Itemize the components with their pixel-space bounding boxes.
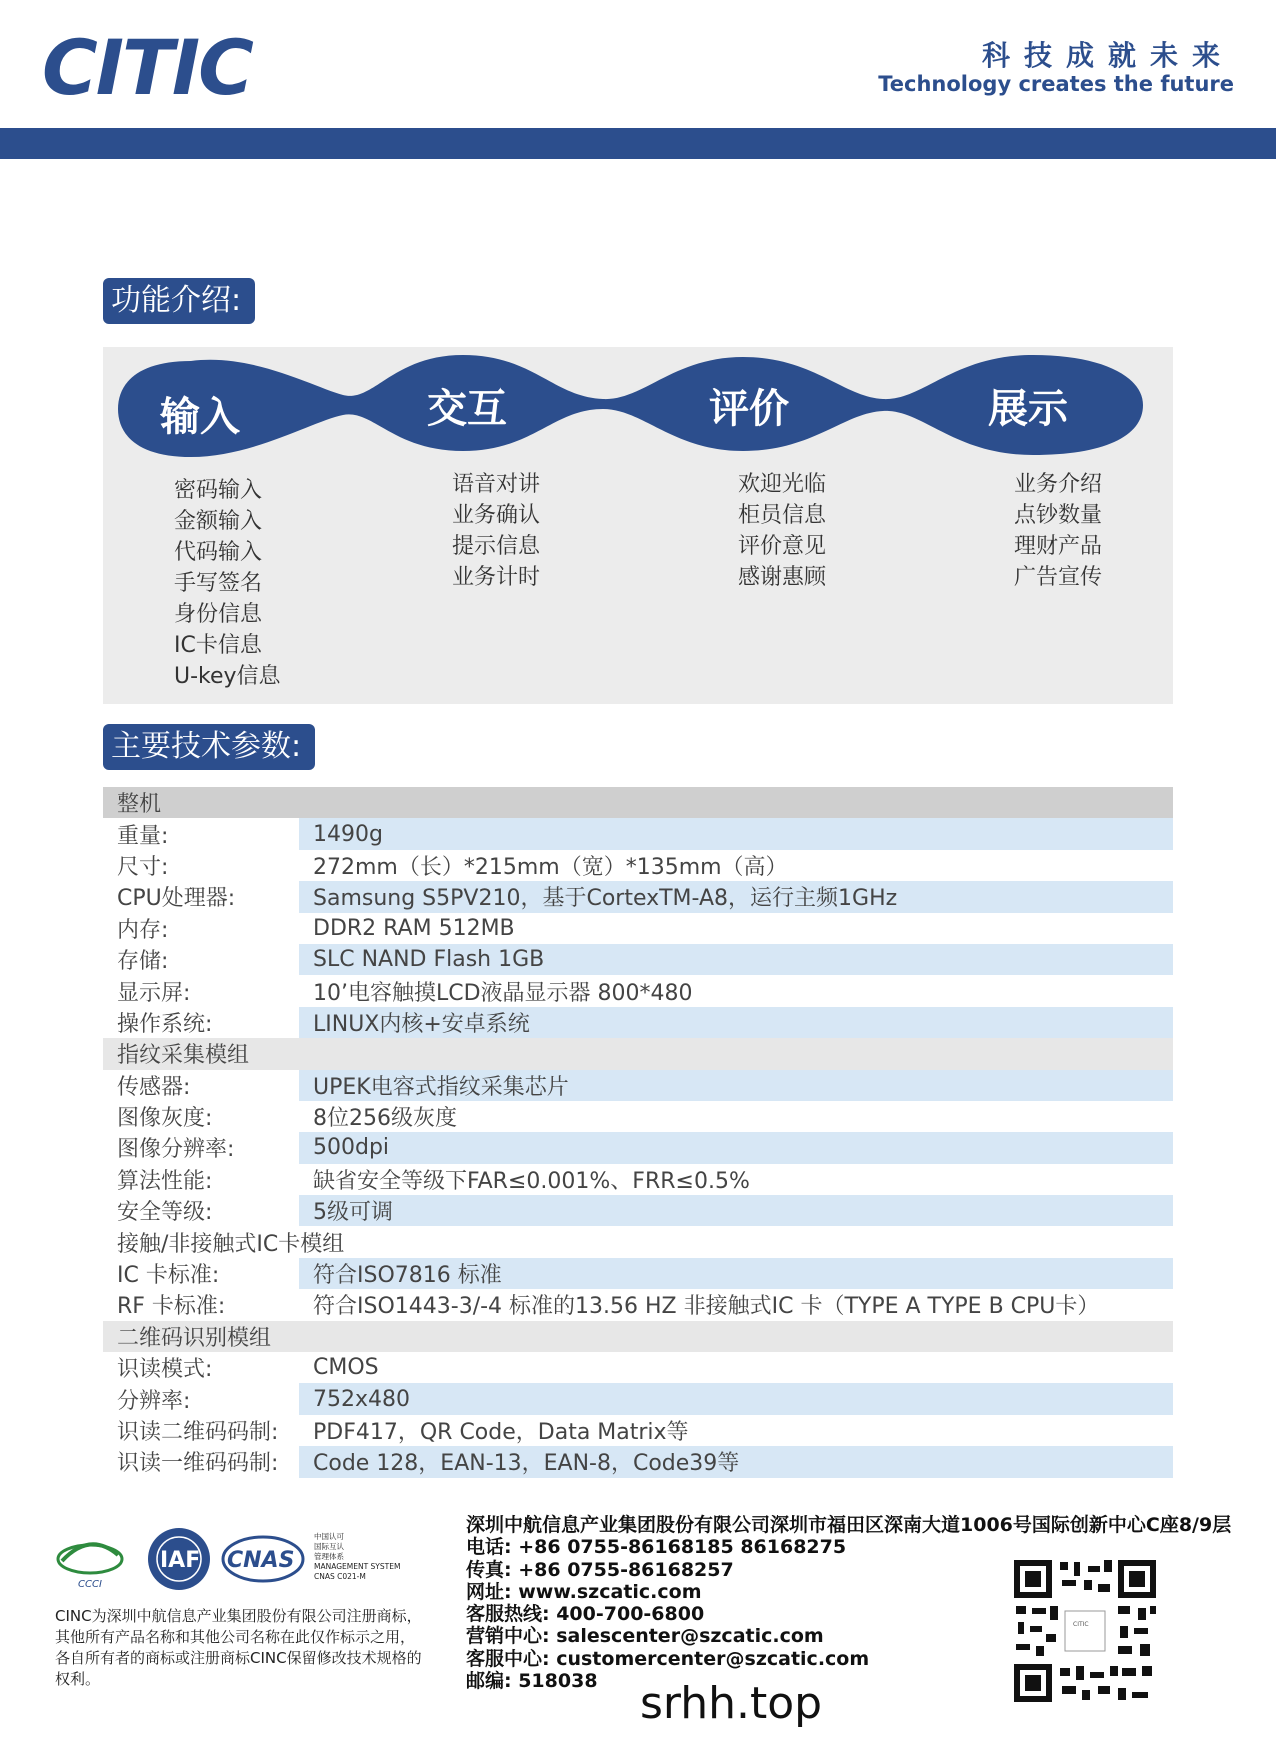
spec-key: 显示屏: xyxy=(117,980,191,1006)
spec-key: RF 卡标准: xyxy=(117,1294,226,1320)
spec-row xyxy=(103,1383,1173,1414)
svg-text:管理体系: 管理体系 xyxy=(314,1552,344,1561)
cnas-mark-text xyxy=(314,1531,400,1581)
feature-list-input xyxy=(174,475,281,692)
spec-row xyxy=(103,1164,1173,1195)
feature-item: 柜员信息 xyxy=(738,503,827,528)
fax: 传真: +86 0755-86168257 xyxy=(466,1558,734,1581)
spec-value: 500dpi xyxy=(299,1132,1173,1163)
feature-item: 感谢惠顾 xyxy=(738,565,827,590)
feature-item: 点钞数量 xyxy=(1014,503,1103,528)
spec-row xyxy=(103,1195,1173,1226)
header-band xyxy=(0,128,1276,159)
spec-row xyxy=(103,1101,1173,1132)
spec-value: 272mm（长）*215mm（宽）*135mm（高） xyxy=(313,854,788,880)
spec-value: 符合ISO7816 标准 xyxy=(299,1258,1173,1289)
slogan-chinese: 科技成就未来 xyxy=(981,39,1234,72)
category-title-display: 展示 xyxy=(988,386,1068,432)
spec-key: 图像分辨率: xyxy=(117,1137,235,1163)
spec-value: 752x480 xyxy=(299,1383,1173,1414)
phone: 电话: +86 0755-86168185 86168275 xyxy=(466,1536,847,1559)
spec-row xyxy=(103,944,1173,975)
feature-item: 评价意见 xyxy=(738,534,827,559)
svg-text:CITIC: CITIC xyxy=(1073,1621,1089,1628)
feature-item: 金额输入 xyxy=(174,509,263,534)
feature-item: 手写签名 xyxy=(174,571,263,596)
feature-item: 业务确认 xyxy=(452,503,541,528)
features-panel xyxy=(103,347,1173,704)
spec-key: 识读一维码码制: xyxy=(117,1451,279,1477)
spec-row xyxy=(103,818,1173,849)
svg-text:CCCI: CCCI xyxy=(78,1579,102,1590)
svg-text:IAF: IAF xyxy=(160,1548,201,1573)
feature-item: 语音对讲 xyxy=(452,472,541,497)
specs-heading: 主要技术参数: xyxy=(103,724,315,770)
spec-row xyxy=(103,1446,1173,1477)
spec-row xyxy=(103,913,1173,944)
spec-value: 10’电容触摸LCD液晶显示器 800*480 xyxy=(313,980,693,1006)
spec-row xyxy=(103,1132,1173,1163)
category-title-evaluation: 评价 xyxy=(709,386,789,432)
spec-row xyxy=(103,1070,1173,1101)
spec-value: Code 128，EAN-13，EAN-8，Code39等 xyxy=(299,1446,1173,1477)
feature-list-interaction xyxy=(452,469,540,593)
spec-key: 算法性能: xyxy=(117,1168,213,1194)
spec-row xyxy=(103,975,1173,1006)
spec-value: 8位256级灰度 xyxy=(313,1106,457,1132)
spec-value: UPEK电容式指纹采集芯片 xyxy=(299,1070,1173,1101)
slogan-english: Technology creates the future xyxy=(878,72,1234,96)
spec-key: 识读模式: xyxy=(117,1357,213,1383)
spec-row xyxy=(103,1352,1173,1383)
spec-key: 内存: xyxy=(117,917,169,943)
spec-row xyxy=(103,881,1173,912)
spec-key: 尺寸: xyxy=(117,854,169,880)
feature-item: 广告宣传 xyxy=(1014,565,1103,590)
spec-value: 缺省安全等级下FAR≤0.001%、FRR≤0.5% xyxy=(313,1168,750,1194)
feature-item: U-key信息 xyxy=(174,664,281,689)
feature-item: 业务介绍 xyxy=(1014,472,1103,497)
cnas-logo xyxy=(223,1537,303,1581)
feature-list-display xyxy=(1014,469,1102,593)
spec-table xyxy=(103,787,1173,1478)
spec-row xyxy=(103,1289,1173,1320)
spec-key: 操作系统: xyxy=(117,1011,213,1037)
watermark-text: srhh.top xyxy=(640,1678,823,1729)
spec-value: 1490g xyxy=(299,818,1173,849)
company-address: 深圳中航信息产业集团股份有限公司深圳市福田区深南大道1006号国际创新中心C座8/9层 xyxy=(466,1514,1232,1536)
feature-item: 提示信息 xyxy=(452,534,541,559)
spec-value: PDF417，QR Code，Data Matrix等 xyxy=(313,1420,689,1445)
features-heading: 功能介绍: xyxy=(103,278,255,324)
svg-text:CNAS C021-M: CNAS C021-M xyxy=(314,1572,366,1581)
certification-logos xyxy=(52,1525,422,1597)
category-title-interaction: 交互 xyxy=(427,386,507,432)
spec-group-header: 二维码识别模组 xyxy=(103,1321,1173,1352)
spec-key: CPU处理器: xyxy=(117,886,236,912)
spec-value: LINUX内核+安卓系统 xyxy=(299,1007,1173,1038)
svg-text:国际互认: 国际互认 xyxy=(314,1542,344,1551)
spec-value: SLC NAND Flash 1GB xyxy=(299,944,1173,975)
feature-item: 密码输入 xyxy=(174,478,263,503)
spec-group-header: 整机 xyxy=(103,787,1173,818)
trademark-disclaimer: CINC为深圳中航信息产业集团股份有限公司注册商标，其他所有产品名称和其他公司名称在此仅作标示之用，各自所有者的商标或注册商标CINC保留修改技术规格的权利。 xyxy=(55,1607,422,1688)
svg-text:CNAS: CNAS xyxy=(227,1548,295,1573)
spec-value: 5级可调 xyxy=(299,1195,1173,1226)
spec-row xyxy=(103,1258,1173,1289)
postcode: 邮编: 518038 xyxy=(466,1670,598,1693)
iaf-logo xyxy=(148,1528,210,1590)
feature-item: 理财产品 xyxy=(1014,534,1103,559)
spec-group-header: 接触/非接触式IC卡模组 xyxy=(103,1226,1173,1257)
spec-row xyxy=(103,1007,1173,1038)
feature-item: 业务计时 xyxy=(452,565,541,590)
spec-key: 传感器: xyxy=(117,1074,191,1100)
sales-email-link[interactable]: 营销中心: salescenter@szcatic.com xyxy=(466,1625,824,1648)
spec-key: 图像灰度: xyxy=(117,1106,213,1132)
feature-item: 代码输入 xyxy=(174,540,263,565)
spec-key: 识读二维码码制: xyxy=(117,1420,279,1445)
website-link[interactable]: 网址: www.szcatic.com xyxy=(466,1580,702,1603)
citic-logo xyxy=(42,28,312,108)
svg-text:CITIC: CITIC xyxy=(42,28,252,108)
category-title-input: 输入 xyxy=(160,394,240,440)
service-email-link[interactable]: 客服中心: customercenter@szcatic.com xyxy=(466,1647,870,1670)
feature-list-evaluation xyxy=(738,469,826,593)
spec-value: 符合ISO1443-3/-4 标准的13.56 HZ 非接触式IC 卡（TYPE A TYPE B CPU卡） xyxy=(313,1294,1100,1320)
feature-item: 欢迎光临 xyxy=(738,472,827,497)
spec-key: 分辨率: xyxy=(117,1388,191,1414)
service-hotline: 客服热线: 400-700-6800 xyxy=(466,1603,705,1626)
feature-item: 身份信息 xyxy=(174,602,263,627)
spec-key: 重量: xyxy=(117,823,169,849)
spec-key: 存储: xyxy=(117,949,169,975)
spec-value: Samsung S5PV210，基于CortexTM-A8，运行主频1GHz xyxy=(299,881,1173,912)
spec-value: DDR2 RAM 512MB xyxy=(313,915,515,941)
qr-code xyxy=(1010,1556,1160,1706)
ccci-logo xyxy=(58,1544,122,1590)
spec-key: IC 卡标准: xyxy=(117,1263,220,1289)
spec-key: 安全等级: xyxy=(117,1200,213,1226)
spec-row xyxy=(103,1415,1173,1446)
spec-value: CMOS xyxy=(313,1355,379,1381)
svg-text:MANAGEMENT SYSTEM: MANAGEMENT SYSTEM xyxy=(314,1562,401,1571)
feature-item: IC卡信息 xyxy=(174,633,262,658)
spec-group-header: 指纹采集模组 xyxy=(103,1038,1173,1069)
spec-row xyxy=(103,850,1173,881)
svg-text:中国认可: 中国认可 xyxy=(314,1532,344,1541)
